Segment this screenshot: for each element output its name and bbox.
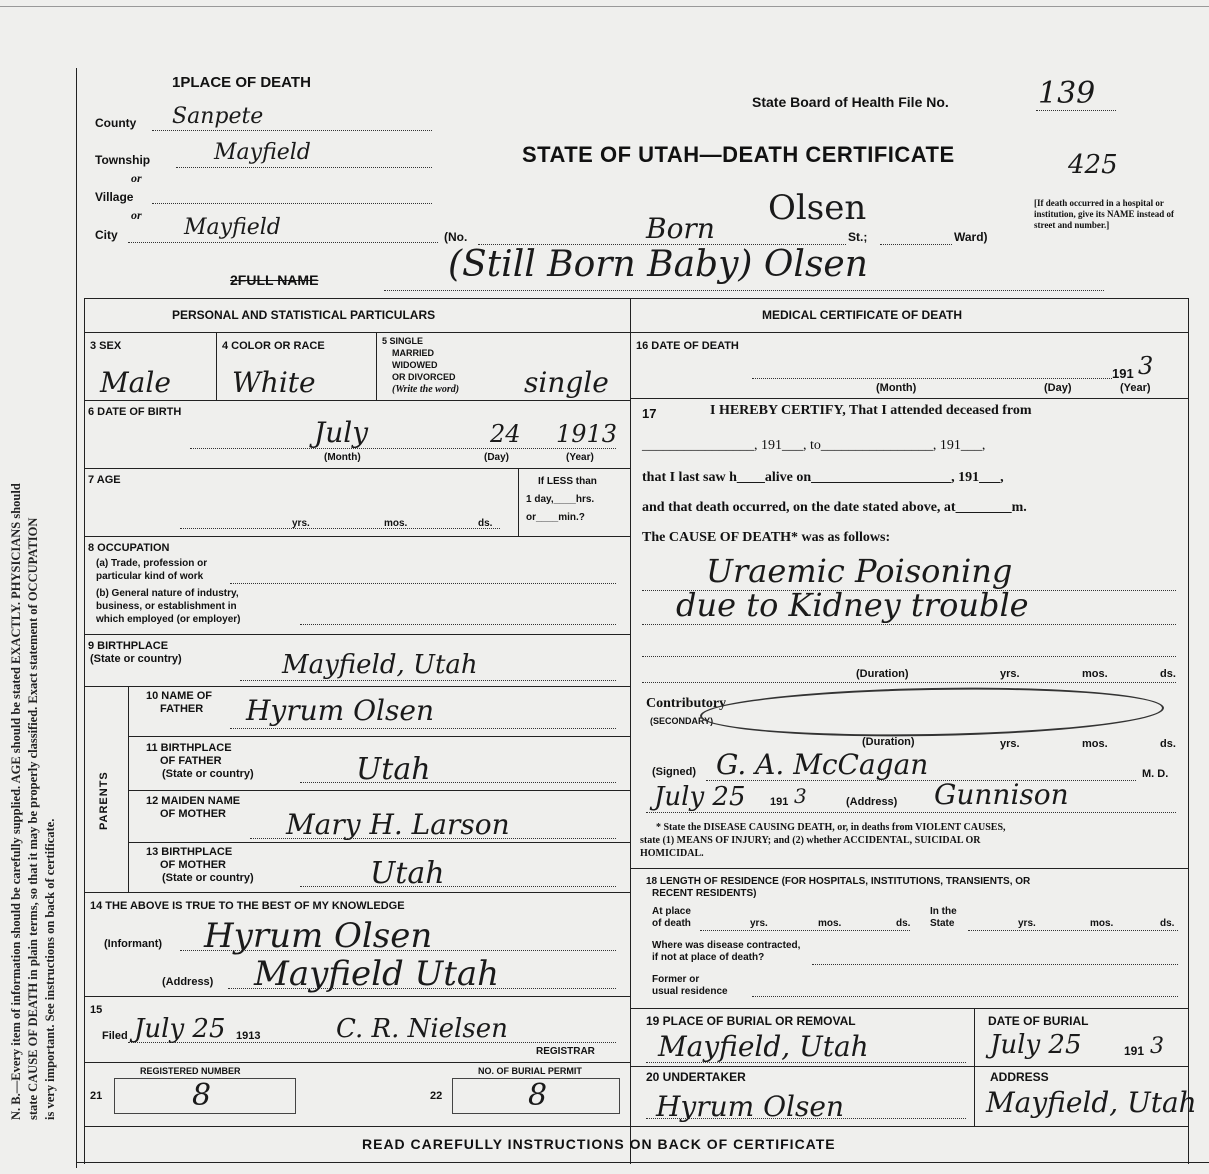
age-divider xyxy=(518,468,519,536)
certify-num: 17 xyxy=(642,406,657,421)
left-column-border xyxy=(84,298,85,1164)
burial-date-value: July 25 xyxy=(990,1030,1082,1060)
less-than-3: or____min.? xyxy=(526,512,585,523)
race-label: 4 COLOR OR RACE xyxy=(222,340,325,352)
dob-month-label: (Month) xyxy=(324,452,361,463)
burial-year-digit: 3 xyxy=(1150,1034,1164,1059)
med-rule-1 xyxy=(630,398,1188,399)
birthplace-label: 9 BIRTHPLACE xyxy=(88,640,169,652)
less-than-2: 1 day,____hrs. xyxy=(526,494,595,505)
father-bp-3: (State or country) xyxy=(162,768,254,780)
parents-rule-2 xyxy=(128,790,630,791)
dod-label: 16 DATE OF DEATH xyxy=(636,340,739,352)
undertaker-address-value: Mayfield, Utah xyxy=(986,1086,1197,1119)
top-edge xyxy=(0,6,1209,7)
undertaker-line xyxy=(646,1118,966,1119)
secondary-label: (SECONDARY) xyxy=(650,716,714,726)
cause-line-2: due to Kidney trouble xyxy=(676,586,1029,624)
mother-label-2: OF MOTHER xyxy=(160,808,226,820)
dob-label: 6 DATE OF BIRTH xyxy=(88,406,182,418)
cause-line-1: Uraemic Poisoning xyxy=(706,552,1013,590)
res-mos-1: mos. xyxy=(818,918,842,929)
parents-divider xyxy=(128,686,129,892)
footnote-2: state (1) MEANS OF INJURY; and (2) whether ACCIDENTAL, SUICIDAL OR xyxy=(640,835,981,846)
birthplace-value: Mayfield, Utah xyxy=(282,650,478,680)
mother-bp-2: OF MOTHER xyxy=(160,859,226,871)
certify-text: I HEREBY CERTIFY, That I attended deceased from xyxy=(710,403,1032,418)
undertaker-label: 20 UNDERTAKER xyxy=(646,1070,746,1084)
sidebar-line-1: N. B.—Every item of information should be carefully supplied. AGE should be stated EXACTLY. PHYSICIANS should xyxy=(9,483,23,1120)
med-rule-2 xyxy=(630,868,1188,869)
dob-year: 1913 xyxy=(556,420,618,448)
duration-mos-2: mos. xyxy=(1082,738,1108,750)
surname-annotation: Olsen xyxy=(768,188,867,228)
cause-line-3-rule xyxy=(642,656,1176,657)
from-to-line: ________________, 191___, to________________, 191___, xyxy=(642,438,986,453)
ward-label: Ward) xyxy=(954,230,988,244)
township-label: Township xyxy=(95,153,151,167)
med-address-value: Gunnison xyxy=(934,778,1069,811)
bottom-border xyxy=(76,1162,1209,1163)
permit-value: 8 xyxy=(528,1078,548,1113)
res-line-2 xyxy=(968,930,1178,931)
father-bp-value: Utah xyxy=(356,752,431,787)
duration-yrs-1: yrs. xyxy=(1000,668,1020,680)
signed-label: (Signed) xyxy=(652,766,696,778)
duration-ds-1: ds. xyxy=(1160,668,1176,680)
mother-bp-3: (State or country) xyxy=(162,872,254,884)
res-ds-1: ds. xyxy=(896,918,911,929)
in-the-1: In the xyxy=(930,906,957,917)
dod-line xyxy=(752,378,1112,379)
age-ds-label: ds. xyxy=(478,518,493,529)
residence-1: 18 LENGTH OF RESIDENCE (FOR HOSPITALS, INSTITUTIONS, TRANSIENTS, OR xyxy=(646,876,1031,887)
occ-b-line xyxy=(300,624,616,625)
sidebar-line-2: state CAUSE OF DEATH in plain terms, so that it may be properly classified. Exact statement of OCCUPATION xyxy=(26,517,40,1120)
full-name-label: 2FULL NAME xyxy=(230,272,319,288)
former-1: Former or xyxy=(652,974,700,985)
where-2: if not at place of death? xyxy=(652,952,765,963)
sex-value: Male xyxy=(100,366,171,399)
title-annotation: 425 xyxy=(1068,150,1118,180)
burial-line xyxy=(646,1062,966,1063)
res-yrs-2: yrs. xyxy=(1018,918,1036,929)
signed-year-prefix: 191 xyxy=(770,796,789,808)
occ-b-2: business, or establishment in xyxy=(96,601,237,612)
mother-label-1: 12 MAIDEN NAME xyxy=(146,795,241,807)
where-1: Where was disease contracted, xyxy=(652,940,801,951)
occ-a-1: (a) Trade, profession or xyxy=(96,558,208,569)
mother-bp-line xyxy=(300,886,616,887)
parents-rule-1 xyxy=(128,736,630,737)
place-of-death-label: 1PLACE OF DEATH xyxy=(172,74,311,91)
reg-num-21: 21 xyxy=(90,1090,103,1102)
row-rule-3 xyxy=(84,536,630,537)
at-place-1: At place xyxy=(652,906,691,917)
file-no-value: 139 xyxy=(1038,76,1096,111)
res-yrs-1: yrs. xyxy=(750,918,768,929)
marital-label-2: MARRIED xyxy=(392,348,434,358)
marital-label-1: 5 SINGLE xyxy=(382,336,424,346)
undertaker-address-label: ADDRESS xyxy=(990,1070,1049,1084)
marital-value: single xyxy=(524,366,609,399)
permit-num-22: 22 xyxy=(430,1090,443,1102)
dod-year-prefix: 191 xyxy=(1112,366,1134,381)
row-rule-8 xyxy=(84,1062,630,1063)
footnote-1: * State the DISEASE CAUSING DEATH, or, in deaths from VIOLENT CAUSES, xyxy=(656,822,1006,833)
dob-month: July xyxy=(314,416,369,449)
occ-b-1: (b) General nature of industry, xyxy=(96,588,239,599)
med-rule-3 xyxy=(630,1008,1188,1009)
cause-label: The CAUSE OF DEATH* was as follows: xyxy=(642,530,891,545)
in-the-2: State xyxy=(930,918,955,929)
med-rule-4 xyxy=(630,1066,1188,1067)
birthplace-line xyxy=(240,680,616,681)
address-label: (Address) xyxy=(162,976,214,988)
signed-value: G. A. McCagan xyxy=(716,748,929,781)
age-line xyxy=(180,528,500,529)
duration-rule-1 xyxy=(642,682,1176,683)
father-value: Hyrum Olsen xyxy=(246,694,434,727)
informant-line xyxy=(180,950,616,951)
parents-label: PARENTS xyxy=(98,771,110,830)
dod-year-label: (Year) xyxy=(1120,382,1151,394)
reg-number-label: REGISTERED NUMBER xyxy=(140,1066,241,1076)
duration-ds-2: ds. xyxy=(1160,738,1176,750)
instructions-sidebar xyxy=(0,0,72,1174)
father-bp-1: 11 BIRTHPLACE xyxy=(146,742,232,754)
burial-value: Mayfield, Utah xyxy=(658,1030,869,1063)
signed-line xyxy=(706,780,1136,781)
marital-label-5: (Write the word) xyxy=(392,384,460,395)
informant-label: (Informant) xyxy=(104,938,163,950)
or-label-1: or xyxy=(131,171,142,185)
reg-number-value: 8 xyxy=(192,1078,212,1113)
right-column-border xyxy=(1188,298,1189,1164)
certificate-title: STATE OF UTAH—DEATH CERTIFICATE xyxy=(522,142,955,167)
md-label: M. D. xyxy=(1142,768,1169,780)
race-marital-divider xyxy=(376,332,377,400)
former-2: usual residence xyxy=(652,986,728,997)
file-no-line xyxy=(1036,110,1116,111)
hospital-note: [If death occurred in a hospital or institution, give its NAME instead of street and number.] xyxy=(1034,198,1175,230)
st-label: St.; xyxy=(848,230,868,244)
row-rule-1 xyxy=(84,400,630,401)
age-label: 7 AGE xyxy=(88,474,121,486)
res-ds-2: ds. xyxy=(1160,918,1175,929)
footer-instructions: READ CAREFULLY INSTRUCTIONS ON BACK OF CERTIFICATE xyxy=(362,1136,836,1152)
occupation-label: 8 OCCUPATION xyxy=(88,542,170,554)
cause-line-2-rule xyxy=(642,624,1176,625)
county-line xyxy=(152,130,432,131)
dob-year-label: (Year) xyxy=(566,452,594,463)
signed-date: July 25 xyxy=(654,782,746,812)
row-rule-5 xyxy=(84,686,630,687)
village-label: Village xyxy=(95,190,134,204)
sidebar-line-3: is very important. See instructions on back of certificate. xyxy=(43,818,57,1120)
mother-bp-value: Utah xyxy=(370,856,445,891)
or-label-2: or xyxy=(131,208,142,222)
informant-value: Hyrum Olsen xyxy=(204,916,433,956)
footnote-3: HOMICIDAL. xyxy=(640,848,704,859)
filed-line xyxy=(128,1042,616,1043)
res-mos-2: mos. xyxy=(1090,918,1114,929)
burial-year-prefix: 191 xyxy=(1124,1044,1145,1058)
father-label-1: 10 NAME OF xyxy=(146,690,213,702)
duration-label-2: (Duration) xyxy=(862,736,915,748)
parents-rule-3 xyxy=(128,842,630,843)
dod-year-digit: 3 xyxy=(1138,352,1154,380)
age-mos-label: mos. xyxy=(384,518,408,529)
row-rule-4 xyxy=(84,634,630,635)
dod-day-label: (Day) xyxy=(1044,382,1072,394)
sex-race-divider xyxy=(216,332,217,400)
where-line xyxy=(812,964,1178,965)
race-value: White xyxy=(232,366,316,399)
street-no-value: Born xyxy=(646,212,715,245)
father-bp-line xyxy=(300,782,616,783)
true-label: 14 THE ABOVE IS TRUE TO THE BEST OF MY KNOWLEDGE xyxy=(90,900,405,912)
less-than-1: If LESS than xyxy=(538,476,597,487)
city-label: City xyxy=(95,228,118,242)
address-line xyxy=(228,988,616,989)
township-line xyxy=(176,167,432,168)
permit-label: NO. OF BURIAL PERMIT xyxy=(478,1066,582,1076)
dob-day-label: (Day) xyxy=(484,452,510,463)
duration-mos-1: mos. xyxy=(1082,668,1108,680)
row-rule-2 xyxy=(84,468,630,469)
marital-label-4: OR DIVORCED xyxy=(392,372,456,382)
village-line xyxy=(152,203,432,204)
county-value: Sanpete xyxy=(172,104,264,129)
filed-year: 1913 xyxy=(236,1030,261,1042)
burial-label: 19 PLACE OF BURIAL OR REMOVAL xyxy=(646,1014,856,1028)
frame-left-border xyxy=(76,68,77,1168)
full-name-line xyxy=(384,290,1104,291)
father-bp-2: OF FATHER xyxy=(160,755,222,767)
filed-label: Filed xyxy=(102,1030,128,1042)
occ-a-2: particular kind of work xyxy=(96,571,204,582)
last-saw-line: that I last saw h____alive on____________________, 191___, xyxy=(642,470,1004,485)
undertaker-value: Hyrum Olsen xyxy=(656,1090,844,1123)
sidebar-text xyxy=(8,483,59,1120)
med-address-line xyxy=(646,812,1176,813)
duration-yrs-2: yrs. xyxy=(1000,738,1020,750)
occ-a-line xyxy=(230,583,616,584)
father-line xyxy=(230,728,616,729)
sex-label: 3 SEX xyxy=(90,340,122,352)
marital-label-3: WIDOWED xyxy=(392,360,438,370)
registrar-signature: C. R. Nielsen xyxy=(336,1014,508,1044)
row-rule-7 xyxy=(84,996,630,997)
mother-value: Mary H. Larson xyxy=(286,808,510,841)
mother-line xyxy=(250,838,616,839)
occ-b-3: which employed (or employer) xyxy=(96,614,241,625)
at-place-2: of death xyxy=(652,918,691,929)
residence-2: RECENT RESIDENTS) xyxy=(652,888,757,899)
ward-line xyxy=(880,244,952,245)
personal-header-rule xyxy=(84,332,630,333)
medical-header-rule xyxy=(630,332,1188,333)
row-rule-6 xyxy=(84,892,630,893)
file-no-label: State Board of Health File No. xyxy=(752,94,949,110)
father-label-2: FATHER xyxy=(160,703,204,715)
table-top-rule xyxy=(84,298,1188,299)
res-line-1 xyxy=(700,930,910,931)
county-label: County xyxy=(95,116,137,130)
contributory-strike xyxy=(700,684,1165,740)
death-occurred-line: and that death occurred, on the date stated above, at________m. xyxy=(642,500,1027,515)
dob-line xyxy=(190,448,616,449)
filed-num: 15 xyxy=(90,1004,103,1016)
full-name-value: (Still Born Baby) Olsen xyxy=(448,244,868,285)
birthplace-sub: (State or country) xyxy=(90,653,182,665)
former-line xyxy=(752,996,1178,997)
city-line xyxy=(128,242,438,243)
street-no-label: (No. xyxy=(444,230,468,244)
med-address-label: (Address) xyxy=(846,796,898,808)
address-value: Mayfield Utah xyxy=(254,954,500,994)
medical-section-title: MEDICAL CERTIFICATE OF DEATH xyxy=(762,308,962,322)
filed-value: July 25 xyxy=(134,1014,226,1044)
column-divider xyxy=(630,298,631,1164)
dod-month-label: (Month) xyxy=(876,382,917,394)
burial-date-label: DATE OF BURIAL xyxy=(988,1014,1089,1028)
city-value: Mayfield xyxy=(184,215,281,240)
burial-divider xyxy=(974,1008,975,1126)
mother-bp-1: 13 BIRTHPLACE xyxy=(146,846,233,858)
dob-day: 24 xyxy=(490,420,521,448)
registrar-label: REGISTRAR xyxy=(536,1046,595,1057)
duration-label-1: (Duration) xyxy=(856,668,909,680)
age-yrs-label: yrs. xyxy=(292,518,310,529)
personal-section-title: PERSONAL AND STATISTICAL PARTICULARS xyxy=(172,308,436,322)
township-value: Mayfield xyxy=(214,140,311,165)
signed-year-digit: 3 xyxy=(794,784,807,808)
contributory-label: Contributory xyxy=(646,696,727,711)
table-bottom-rule xyxy=(84,1126,1188,1127)
